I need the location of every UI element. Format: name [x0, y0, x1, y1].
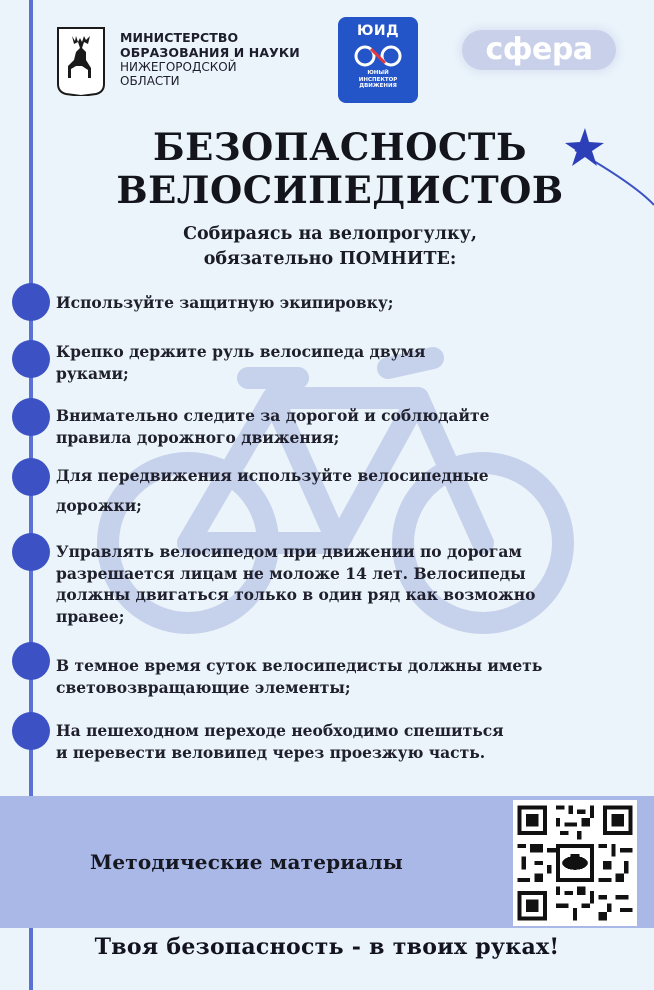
- deer-emblem-icon: [52, 26, 110, 96]
- bullet-icon: [12, 642, 50, 680]
- bullet-icon: [12, 340, 50, 378]
- ministry-region-line1: НИЖЕГОРОДСКОЙ: [120, 60, 237, 74]
- page-title: [70, 126, 610, 212]
- rule-item-7: На пешеходном переходе необходимо спешиться и перевести веловипед через проезжую часть.: [56, 721, 504, 762]
- bullet-icon: [12, 458, 50, 496]
- bullet-icon: [12, 712, 50, 750]
- rule-item-2: Крепко держите руль велосипеда двумя руками;: [56, 342, 426, 383]
- yuid-title: ЮИД: [356, 23, 400, 39]
- yuid-sub-line1: ЮНЫЙ: [367, 70, 389, 76]
- subtitle-line2: обязательно ПОМНИТЕ:: [203, 249, 457, 269]
- subtitle-line1: Собираясь на велопрогулку,: [183, 224, 477, 244]
- ministry-name-line1: МИНИСТЕРСТВО: [120, 30, 239, 45]
- ministry-region-line2: ОБЛАСТИ: [120, 74, 180, 88]
- yuid-logo: [338, 17, 418, 103]
- footer-slogan: Твоя безопасность - в твоих руках!: [94, 934, 560, 960]
- bicycle-wheels-icon: [351, 41, 405, 67]
- rule-item-3: Внимательно следите за дорогой и соблюдайте правила дорожного движения;: [56, 406, 490, 447]
- bullet-icon: [12, 398, 50, 436]
- title-line1: БЕЗОПАСНОСТЬ: [153, 125, 527, 169]
- bullet-icon: [12, 533, 50, 571]
- yuid-sub-line2: ИНСПЕКТОР: [358, 76, 398, 83]
- title-line2: ВЕЛОСИПЕДИСТОВ: [116, 168, 564, 212]
- rule-item-4: Для передвижения используйте велосипедные дорожки;: [56, 466, 489, 515]
- materials-label: Методические материалы: [90, 850, 404, 874]
- ministry-name-line2: ОБРАЗОВАНИЯ И НАУКИ: [120, 45, 300, 60]
- ministry-logo: [52, 26, 300, 96]
- bullet-icon: [12, 283, 50, 321]
- rule-item-6: В темное время суток велосипедисты должны иметь световозвращающие элементы;: [56, 656, 543, 697]
- rule-item-1: Используйте защитную экипировку;: [56, 293, 394, 312]
- sfera-logo: сфера: [462, 30, 616, 70]
- yuid-sub-line3: ДВИЖЕНИЯ: [359, 83, 397, 89]
- rule-item-5: Управлять велосипедом при движении по дорогам разрешается лицам не моложе 14 лет. Велосипеды должны двигаться только в один ряд как возможно правее;: [56, 542, 536, 626]
- page-subtitle: [100, 222, 560, 272]
- qr-code-icon[interactable]: [513, 800, 637, 926]
